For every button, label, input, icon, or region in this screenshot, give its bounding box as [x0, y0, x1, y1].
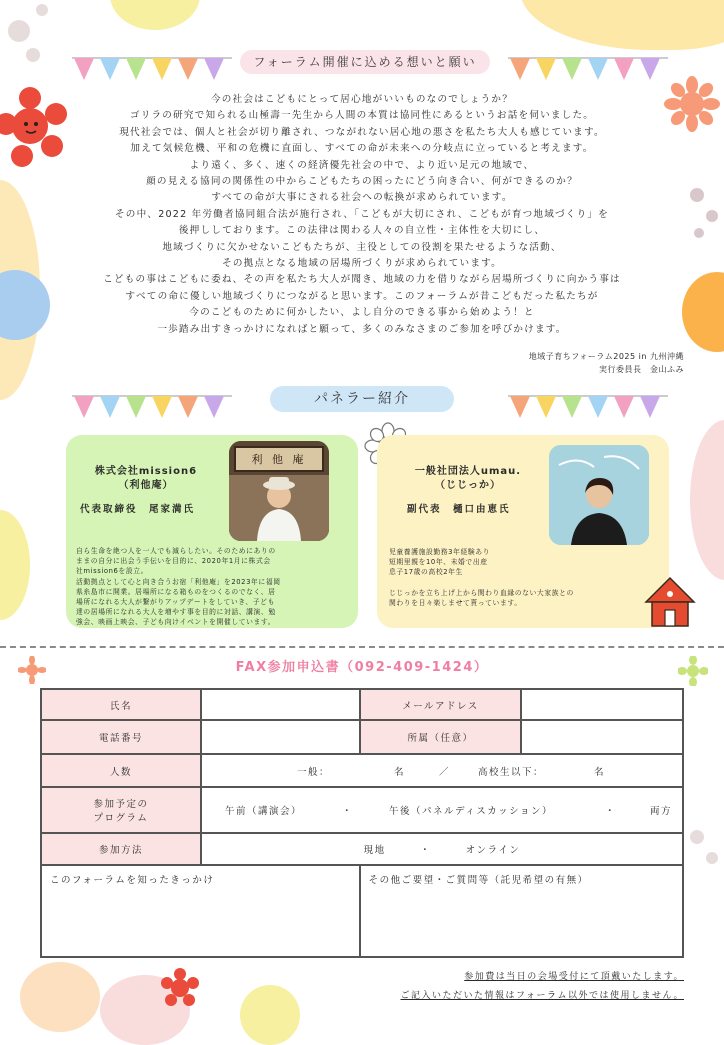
panelist-description: 児童養護施設勤務3年経験あり 短期里親を10年、未婚で出産 息子17歳の高校2年生 じじっかを立ち上げ上から関わり血縁のない大家族との 関わりを日々楽しませて貰っています。 — [389, 548, 574, 607]
panelist-role: 副代表 樋口由恵氏 — [407, 504, 511, 515]
email-label: メールアドレス — [360, 689, 522, 720]
requests-field[interactable] — [360, 865, 683, 957]
signature: 地域子育ちフォーラム2025 in 九州沖縄 実行委員長 金山ふみ — [528, 352, 684, 374]
decor-dot — [690, 830, 704, 844]
decor-dot — [8, 20, 30, 42]
footer-note-privacy: ご記入いただいた情報はフォーラム以外では使用しません。 — [400, 991, 684, 1001]
house-icon — [642, 574, 698, 630]
affiliation-field[interactable] — [521, 720, 683, 754]
cut-line — [0, 646, 724, 648]
footer-note-fee: 参加費は当日の会場受付にて頂戴いたします。 — [464, 972, 684, 982]
name-label: 氏名 — [41, 689, 201, 720]
decor-blob-orange-right — [682, 272, 724, 352]
phone-label: 電話番号 — [41, 720, 201, 754]
program-option-pm[interactable]: 午後（パネルディスカッション） — [388, 806, 553, 817]
orange-flower-icon — [664, 76, 720, 132]
decor-blob-pink-right — [690, 420, 724, 580]
decor-blob-yellow-left — [0, 510, 30, 620]
decor-blob-blue-left — [0, 270, 50, 340]
affiliation-label: 所属（任意） — [360, 720, 522, 754]
panelist-role: 代表取締役 尾家満氏 — [80, 504, 196, 515]
trigger-label: このフォーラムを知ったきっかけ — [50, 875, 215, 886]
decor-blob-peach-top — [520, 0, 724, 50]
decor-blob-yellow-top — [110, 0, 200, 30]
decor-blob-yellow-bottom — [240, 985, 300, 1045]
application-form — [40, 688, 684, 958]
photo-sign-text: 利 他 庵 — [251, 453, 307, 466]
decor-dot — [36, 4, 48, 16]
forum-heading: フォーラム開催に込める想いと願い — [240, 50, 490, 74]
phone-field[interactable] — [201, 720, 360, 754]
panelist-description: 自ら生命を絶つ人を一人でも減らしたい。そのためにありの ままの自分に出会う手伝いを目的に、2020年1月に株式会 社mission6を設立。 活動拠点として心と向き合うお宿「利他庵」を2023年に福岡 県糸島市に開業。居場所になる箱ものをつくるのでなく、居 場所になれる大人が繋がりアップデートをしていき、子ども 達の居場所になれる大人を増やす事を目的に対話、講演、勉 強会、映画上映会、子ども向けイベントを開催しています。 — [76, 547, 281, 627]
bunting-flags-right — [508, 56, 668, 86]
count-field[interactable]: 一般： 名 ／ 高校生以下： 名 — [201, 754, 683, 787]
bunting-flags-left-2 — [72, 394, 232, 424]
bunting-flags-left — [72, 56, 232, 86]
red-flower-icon — [0, 84, 72, 168]
fax-title: FAX参加申込書（092-409-1424） — [235, 660, 489, 675]
panelist-card — [66, 435, 358, 628]
method-label: 参加方法 — [41, 833, 201, 865]
decor-dot — [690, 188, 704, 202]
program-option-both[interactable]: 両方 — [649, 806, 672, 817]
panel-heading: パネラー紹介 — [270, 386, 454, 412]
method-option-onsite[interactable]: 現地 — [363, 845, 386, 856]
decor-dot — [706, 852, 718, 864]
decor-dot — [706, 210, 718, 222]
program-option-am[interactable]: 午前（講演会） — [224, 806, 302, 817]
program-label: 参加予定の プログラム — [41, 787, 201, 833]
name-field[interactable] — [201, 689, 360, 720]
intro-text: 今の社会はこどもにとって居心地がいいものなのでしょうか？ ゴリラの研究で知られる山極壽一先生から人間の本質は協同性にあるというお話を伺いました。 現代社会では、個人と社会が切り離され、つながれない居心地の悪さを私たち大人も感じています。 加えて気候危機、平和の危機に直面し、すべての命が未来への分岐点に立っていると考えます。 より遠く、多く、速くの経済優先社会の中で、より近い足元の地域で、 顔の見える協同の関係性の中からこどもたちの困ったにどう向き合い、何ができるのか？ すべての命が大事にされる社会への転換が求められています。 その中、2022 年労働者協同組合法が施行され、「こどもが大切にされ、こどもが育つ地域づくり」を 後押ししております。この法律は関わる人々の自立性・主体性を大切にし、 地域づくりに欠かせないこどもたちが、主役としての役割を果たせるような活動、 その拠点となる地域の居場所づくりが求められています。 こどもの事はこどもに委ね、その声を私たち大人が聞き、地域の力を借りながら居場所づくりに向かう事は すべての命に優しい地域づくりにつながると思います。このフォーラムが昔こどもだった私たちが 今のこどものために何かしたい、よし自分のできる事から始めよう！と 一歩踏み出すきっかけになればと願って、多くのみなさまのご参加を呼びかけます。 — [103, 94, 621, 335]
panelist-card — [377, 435, 669, 628]
panelist-photo — [549, 445, 649, 545]
method-options: 現地 ・ オンライン — [201, 833, 683, 865]
email-field[interactable] — [521, 689, 683, 720]
trigger-field[interactable] — [41, 865, 360, 957]
count-label: 人数 — [41, 754, 201, 787]
red-flower-small-icon — [160, 968, 200, 1008]
decor-dot — [694, 228, 704, 238]
panelist-org: 株式会社mission6 （利他庵） — [94, 466, 198, 491]
bunting-flags-right-2 — [508, 394, 668, 424]
program-options: 午前（講演会） ・ 午後（パネルディスカッション） ・ 両方 — [201, 787, 683, 833]
decor-blob-peach-bottom-left — [20, 962, 100, 1032]
method-option-online[interactable]: オンライン — [465, 845, 521, 856]
panelist-photo — [229, 441, 329, 541]
requests-label: その他ご要望・ご質問等（託児希望の有無） — [368, 875, 589, 886]
panelist-org: 一般社団法人umau. （じじっか） — [414, 466, 522, 491]
decor-dot — [26, 48, 40, 62]
